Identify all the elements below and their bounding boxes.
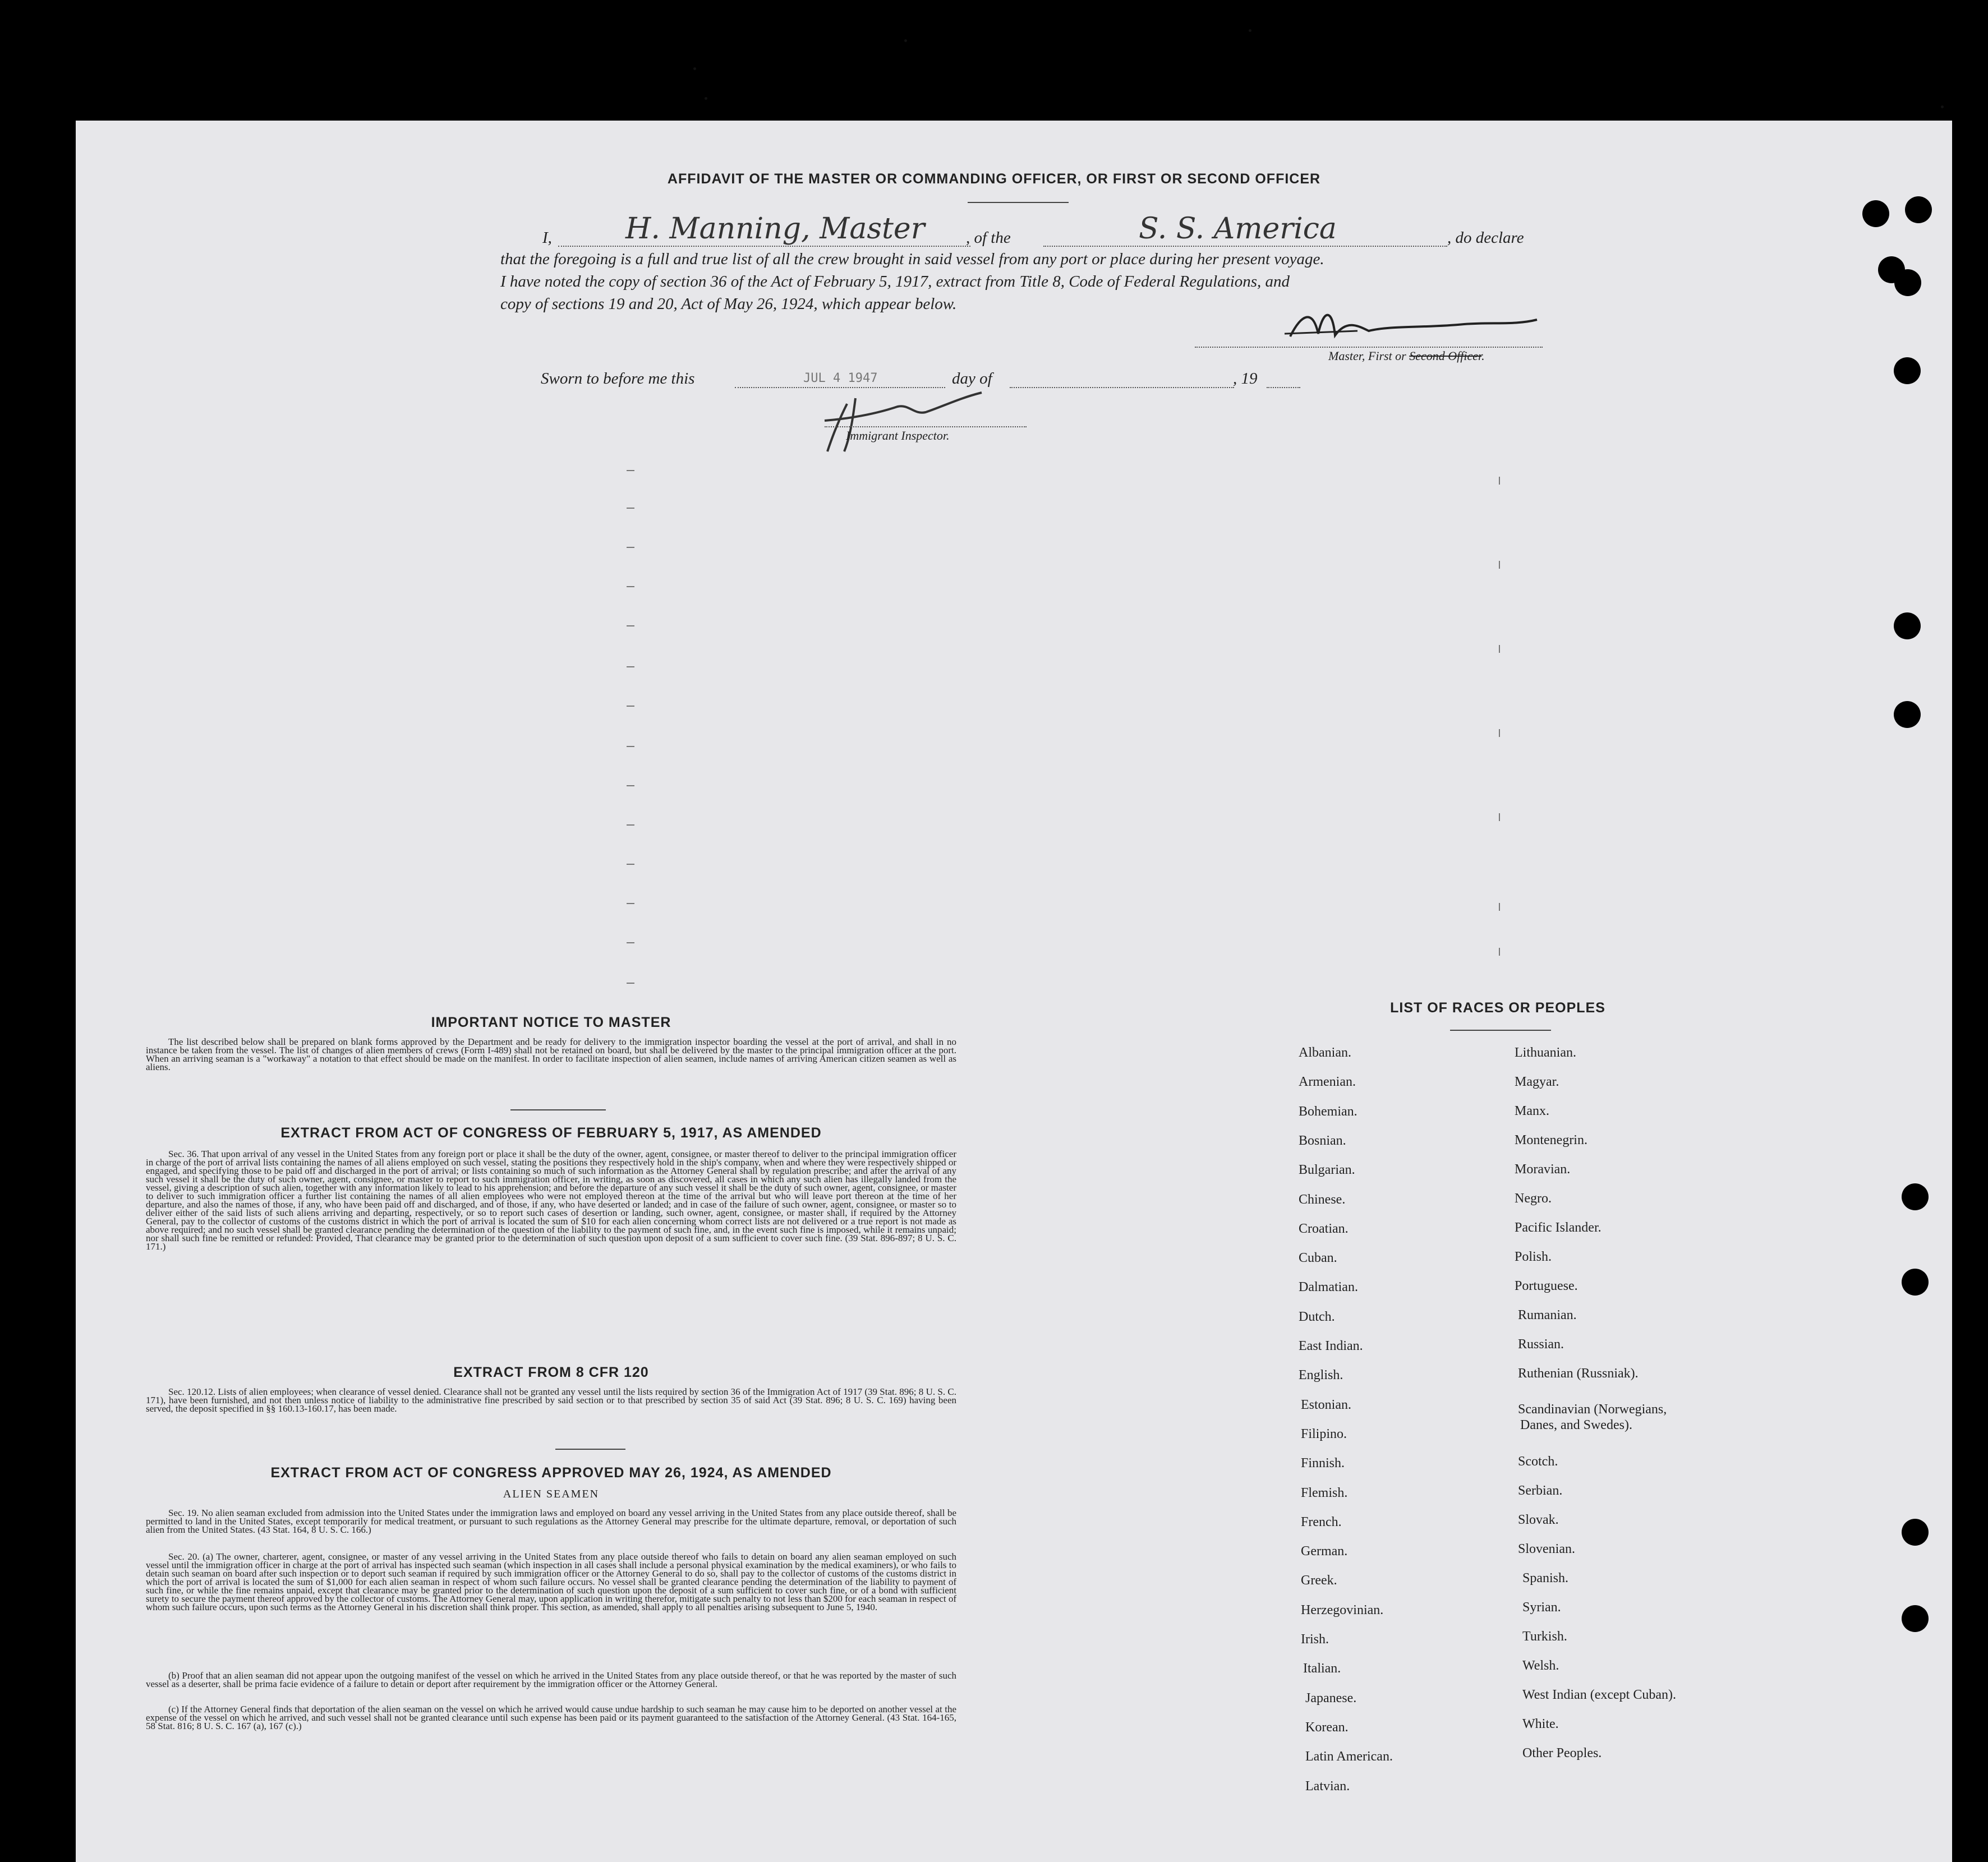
binder-hole <box>1902 1519 1929 1546</box>
margin-tick <box>627 785 634 786</box>
margin-tick <box>627 864 634 865</box>
race-item: Chinese. <box>1299 1192 1346 1207</box>
binder-hole <box>1902 1269 1929 1296</box>
scan-speck <box>1249 29 1251 32</box>
date-stamp: JUL 4 1947 <box>803 371 878 385</box>
margin-tick <box>1499 477 1500 485</box>
race-item: English. <box>1299 1368 1343 1383</box>
binder-hole <box>1902 1183 1929 1210</box>
affidavit-line-3: I have noted the copy of section 36 of the Act of February 5, 1917, extract from Title 8, Code of Federal Regulations, and <box>500 273 1290 291</box>
margin-tick <box>1499 813 1500 821</box>
race-item: Turkish. <box>1522 1629 1567 1644</box>
extract-cfr-body: Sec. 120.12. Lists of alien employees; when clearance of vessel denied. Clearance shall not be granted any vessel until the lists required by section 36 of the Immigration Act of 1917 (39 Stat. 896; 8 U. S. C. 171), have been furnished, and not then unless notice of liability to the administrative fine prescribed by said section or to that prescribed by section 35 of said Act (39 Stat. 896; 8 U. S. C. 169) having been served, the deposit specified in §§ 160.13-160.17, has been made. <box>146 1386 956 1414</box>
race-item: Portuguese. <box>1515 1279 1578 1293</box>
race-item: Scotch. <box>1518 1454 1558 1469</box>
race-item: French. <box>1301 1514 1342 1529</box>
race-item: Finnish. <box>1301 1456 1345 1471</box>
sec-19-text: Sec. 19. No alien seaman excluded from admission into the United States under the immigration laws and employed on board any vessel arriving in the United States from any place outside thereof, shall be permitted to land in the United States, except temporarily for medical treatment, or pursuant to such regulations as the Attorney General may prescribe for the ultimate departure, removal, or deportation of such alien from the United States. (43 Stat. 164, 8 U. S. C. 166.) <box>146 1508 956 1535</box>
scan-speck <box>1941 105 1944 108</box>
race-item: Croatian. <box>1299 1221 1349 1236</box>
race-item: Danes, and Swedes). <box>1520 1418 1632 1432</box>
race-item: East Indian. <box>1299 1339 1363 1353</box>
race-item: Moravian. <box>1515 1162 1571 1177</box>
race-item: Spanish. <box>1522 1571 1569 1586</box>
inspector-line <box>825 426 1027 427</box>
master-name-line <box>558 246 970 247</box>
margin-tick <box>627 983 634 984</box>
vessel-name-line <box>1043 246 1447 247</box>
race-item: German. <box>1301 1544 1348 1559</box>
races-rule <box>1450 1030 1551 1031</box>
margin-tick <box>627 547 634 548</box>
signature-label-c: . <box>1481 349 1485 363</box>
race-item: Estonian. <box>1301 1397 1351 1412</box>
sworn-text: Sworn to before me this <box>541 370 695 388</box>
binder-hole <box>1894 357 1921 384</box>
race-item: Pacific Islander. <box>1515 1220 1602 1235</box>
race-item: Filipino. <box>1301 1426 1347 1441</box>
extract-1924-title: EXTRACT FROM ACT OF CONGRESS APPROVED MAY 26, 1924, AS AMENDED <box>270 1465 832 1481</box>
binder-hole <box>1894 269 1921 296</box>
race-item: Slovak. <box>1518 1513 1559 1527</box>
margin-tick <box>1499 645 1500 653</box>
race-item: Greek. <box>1301 1573 1337 1588</box>
race-item: Welsh. <box>1522 1658 1559 1673</box>
race-item: Japanese. <box>1305 1690 1357 1706</box>
sec-20b-text: (b) Proof that an alien seaman did not appear upon the outgoing manifest of the vessel on which he arrived in the United States from any place outside thereof, or that he was reported by the master of such vessel as a deserter, shall be prima facie evidence of a failure to detain or deport after requirement by the immigration officer or the Attorney General. <box>146 1670 956 1689</box>
inspector-signature <box>813 381 1038 460</box>
do-declare-text: , do declare <box>1447 229 1524 247</box>
month-line <box>1010 387 1234 388</box>
section-rule <box>510 1109 606 1110</box>
vessel-name-handwritten: S. S. America <box>1139 212 1337 246</box>
race-item: White. <box>1522 1717 1559 1731</box>
race-item: Manx. <box>1515 1104 1549 1118</box>
sec-20a-text: Sec. 20. (a) The owner, charterer, agent, consignee, or master of any vessel arriving in the United States from any place outside thereof who fails to detain on board any alien seaman employed on such vessel until the immigration officer in charge at the port of arrival has inspected such seaman (which inspection in all cases shall include a personal physical examination by the medical examiners), or who fails to detain such seaman on board after such inspection or to deport such seaman if required by such immigration officer or the Attorney General to do so, shall pay to the collector of customs of the customs district in which the port of arrival is located the sum of $1,000 for each alien seaman in respect of whom such failure occurs. No vessel shall be granted clearance pending the determination of the liability to payment of such fine, or while the fine remains unpaid, except that clearance may be granted prior to the determination of such question upon the deposit of a sum sufficient to cover such fine, or of a bond with sufficient surety to secure the payment thereof approved by the collector of customs. The Attorney General may, upon application in writing therefor, mitigate such penalty to not less than $200 for each seaman in respect of whom such failure occurs, upon such terms as the Attorney General in his discretion shall think proper. This section, as amended, shall apply to all penalties arising subsequent to June 5, 1940. <box>146 1551 956 1612</box>
race-item: Latvian. <box>1305 1778 1350 1794</box>
signature-label-a: Master, First or <box>1328 349 1410 363</box>
race-item: Scandinavian (Norwegians, <box>1518 1402 1667 1417</box>
master-name-handwritten: H. Manning, Master <box>625 212 925 246</box>
day-of-text: day of <box>952 370 992 388</box>
binder-hole <box>1862 200 1889 227</box>
race-item: Bosnian. <box>1299 1133 1346 1148</box>
race-item: Cuban. <box>1299 1251 1337 1266</box>
alien-seamen-subtitle: ALIEN SEAMEN <box>503 1488 600 1500</box>
race-item: Syrian. <box>1522 1600 1561 1615</box>
race-item: Other Peoples. <box>1522 1746 1602 1760</box>
master-signature <box>1279 303 1543 348</box>
scan-speck <box>904 39 907 42</box>
notice-body: The list described below shall be prepared on blank forms approved by the Department and be ready for delivery to the immigration inspector boarding the vessel at the port of arrival, and shall in no instance be taken from the vessel. The list of changes of alien members of crews (Form I-489) shall not be retained on board, but shall be delivered by the master to the principal immigration officer at the port. When an arriving seaman is a "workaway" a notation to that effect should be made on the manifest. In order to facilitate inspection of alien seamen, include names of arriving American citizen seamen as well as aliens. <box>146 1036 956 1072</box>
race-item: Dalmatian. <box>1299 1280 1358 1295</box>
section-rule <box>555 1449 625 1450</box>
signature-line <box>1195 347 1543 348</box>
margin-tick <box>627 706 634 707</box>
race-item: Flemish. <box>1301 1485 1348 1500</box>
margin-tick <box>627 824 634 826</box>
margin-tick <box>627 625 634 626</box>
race-item: Dutch. <box>1299 1309 1335 1324</box>
signature-label-struck: Second Officer <box>1409 349 1482 363</box>
race-item: Russian. <box>1518 1337 1564 1352</box>
race-item: Albanian. <box>1299 1045 1351 1060</box>
year-prefix: , 19 <box>1233 370 1258 388</box>
margin-tick <box>627 942 634 943</box>
scan-speck <box>705 97 707 100</box>
margin-tick <box>1499 903 1500 911</box>
title-rule <box>968 202 1069 203</box>
race-item: Lithuanian. <box>1515 1045 1576 1060</box>
extract-cfr-title: EXTRACT FROM 8 CFR 120 <box>453 1365 649 1380</box>
race-item: Bohemian. <box>1299 1104 1357 1119</box>
affidavit-i: I, <box>542 229 552 247</box>
binder-hole <box>1894 701 1921 728</box>
year-line <box>1267 387 1300 388</box>
binder-hole <box>1902 1605 1929 1632</box>
margin-tick <box>627 508 634 509</box>
race-item: Magyar. <box>1515 1075 1559 1089</box>
margin-tick <box>627 470 634 471</box>
margin-tick <box>627 586 634 587</box>
race-item: Rumanian. <box>1518 1308 1577 1322</box>
race-item: Herzegovinian. <box>1301 1602 1384 1617</box>
race-item: Montenegrin. <box>1515 1133 1587 1147</box>
race-item: Korean. <box>1305 1720 1349 1735</box>
race-item: Polish. <box>1515 1250 1552 1264</box>
race-item: West Indian (except Cuban). <box>1522 1688 1676 1702</box>
race-item: Italian. <box>1303 1661 1341 1676</box>
race-item: Negro. <box>1515 1191 1552 1206</box>
inspector-label: Immigrant Inspector. <box>846 428 950 443</box>
margin-tick <box>627 666 634 667</box>
margin-tick <box>627 746 634 747</box>
race-item: Ruthenian (Russniak). <box>1518 1366 1639 1381</box>
signature-label <box>1328 349 1485 363</box>
race-item: Serbian. <box>1518 1483 1563 1498</box>
margin-tick <box>1499 948 1500 956</box>
binder-hole <box>1894 612 1921 639</box>
extract-1917-title: EXTRACT FROM ACT OF CONGRESS OF FEBRUARY 5, 1917, AS AMENDED <box>280 1125 822 1141</box>
race-item: Bulgarian. <box>1299 1163 1355 1178</box>
race-item: Armenian. <box>1299 1075 1356 1090</box>
margin-tick <box>1499 729 1500 737</box>
affidavit-title: AFFIDAVIT OF THE MASTER OR COMMANDING OFFICER, OR FIRST OR SECOND OFFICER <box>667 171 1321 187</box>
race-item: Slovenian. <box>1518 1542 1575 1556</box>
binder-hole <box>1905 196 1932 223</box>
affidavit-line-2: that the foregoing is a full and true list of all the crew brought in said vessel from any port or place during her present voyage. <box>500 250 1324 268</box>
race-item: Latin American. <box>1305 1749 1393 1764</box>
of-the-text: , of the <box>966 229 1011 247</box>
notice-title: IMPORTANT NOTICE TO MASTER <box>431 1015 671 1030</box>
margin-tick <box>627 903 634 904</box>
race-item: Irish. <box>1301 1632 1329 1647</box>
scan-speck <box>693 67 696 70</box>
margin-tick <box>1499 561 1500 569</box>
sec-20c-text: (c) If the Attorney General finds that deportation of the alien seaman on the vessel on which he arrived would cause undue hardship to such seaman he may cause him to be deported on another vessel at the expense of the vessel on which he arrived, and such vessel shall not be granted clearance until such expense has been paid or its payment guaranteed to the satisfaction of the Attorney General. (43 Stat. 164-165, 58 Stat. 816; 8 U. S. C. 167 (a), 167 (c).) <box>146 1704 956 1731</box>
extract-1917-body: Sec. 36. That upon arrival of any vessel in the United States from any foreign port or place it shall be the duty of the owner, agent, consignee, or master thereof to deliver to the principal immigration officer in charge of the port of arrival lists containing the names of all aliens employed on such vessel, stating the positions they respectively hold in the ship's company, when and where they were respectively shipped or engaged, and specifying those to be paid off and discharged in the port of arrival; or lists containing so much of such information as the Attorney General shall by regulation prescribe; and after the arrival of any such vessel it shall be the duty of such owner, agent, consignee, or master to report to such immigration officer, in writing, as soon as discovered, all cases in which any such alien has illegally landed from the vessel, giving a description of such alien, together with any information likely to lead to his apprehension; and before the departure of any such vessel it shall be the duty of such owner, agent, consignee, or master to deliver to such immigration officer a further list containing the names of all alien employees who were not employed thereon at the time of the arrival but who will leave port thereon at the time of her departure, and also the names of those, if any, who have been paid off and discharged, and of those, if any, who have deserted or landed; and in case of the failure of such owner, agent, consignee, or master so to deliver either of the said lists of such aliens arriving and departing, respectively, or so to report such cases of desertion or landing, such owner, agent, consignee, or master shall, if required by the Attorney General, pay to the collector of customs of the customs district in which the port of arrival is located the sum of $10 for each alien concerning whom correct lists are not delivered or a true report is not made as above required; and no such vessel shall be granted clearance pending the determination of the question of the liability to the payment of such fine, and, in the event such fine is imposed, while it remains unpaid; nor shall such fine be remitted or refunded: Provided, That clearance may be granted prior to the determination of such question upon deposit of a sum sufficient to cover such fine. (39 Stat. 896-897; 8 U. S. C. 171.) <box>146 1149 956 1252</box>
affidavit-line-4: copy of sections 19 and 20, Act of May 26, 1924, which appear below. <box>500 295 957 313</box>
races-title: LIST OF RACES OR PEOPLES <box>1390 1000 1605 1016</box>
